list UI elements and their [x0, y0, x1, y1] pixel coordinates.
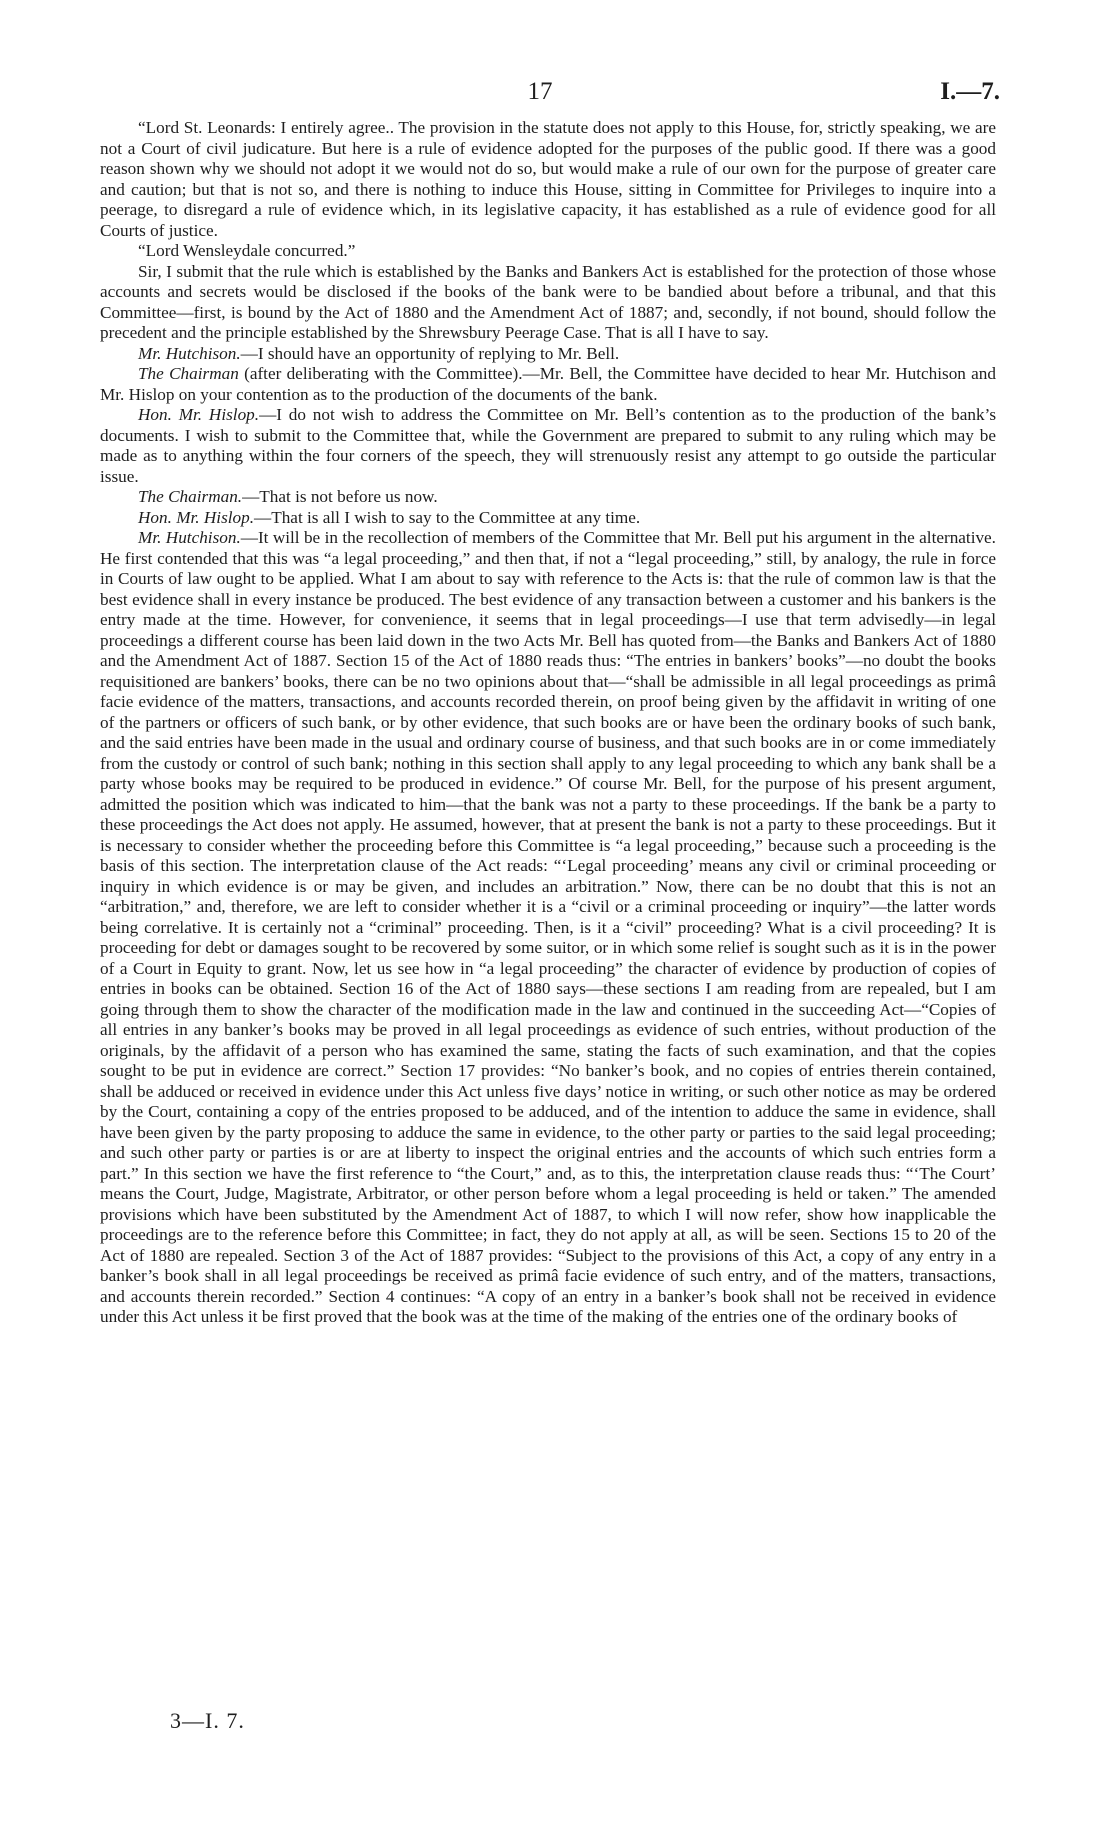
paragraph: The Chairman.—That is not before us now.: [138, 487, 438, 506]
document-reference: I.—7.: [940, 78, 1000, 105]
speaker-name: Hon. Mr. Hislop.: [138, 507, 255, 527]
paragraph: Hon. Mr. Hislop.—That is all I wish to say to the Committee at any time.: [138, 507, 641, 527]
paragraph: The Chairman (after deliberating with the Committee).—Mr. Bell, the Committee have decided to hear Mr. Hutchison and Mr. Hislop on your contention as to the production of the documents of the bank.: [100, 364, 996, 404]
footer-signature: 3—I. 7.: [170, 1708, 245, 1733]
paragraph: Hon. Mr. Hislop.—I do not wish to address the Committee on Mr. Bell’s contention as to the production of the bank’s documents. I wish to submit to the Committee that, while the Government are prepared to submit to any ruling which may be made as to anything within the four corners of the speech, they will strenuously resist any attempt to go outside the particular issue.: [100, 405, 997, 486]
body-text: [100, 118, 996, 1328]
speaker-name: Mr. Hutchison.: [138, 343, 241, 363]
paragraph: “Lord Wensleydale concurred.”: [138, 241, 356, 260]
paragraph: “Lord St. Leonards: I entirely agree.. The provision in the statute does not apply to this House, for, strictly speaking, we are not a Court of civil judicature. But here is a rule of evidence adopted for the purposes of the public good. If there was a good reason shown why we should not adopt it we would not do so, but would make a rule of our own for the purpose of greater care and caution; but that is not so, and there is nothing to induce this House, sitting in Committee for Privileges to inquire into a peerage, to disregard a rule of evidence which, in its legislative capacity, it has established as a rule of evidence good for all Courts of justice.: [100, 118, 996, 240]
speaker-name: Hon. Mr. Hislop.: [138, 405, 260, 424]
speaker-name: The Chairman.: [138, 487, 243, 506]
speaker-name: The Chairman: [138, 364, 239, 383]
paragraph: Mr. Hutchison.—It will be in the recollection of members of the Committee that Mr. Bell put his argument in the alternative. He first contended that this was “a legal proceeding,” and then that, if not a “legal proceeding,” still, by analogy, the rule in force in Courts of law ought to be applied. What I am about to say with reference to the Acts is: that the rule of common law is that the best evidence shall in every instance be produced. The best evidence of any transaction between a customer and his bankers is the entry made at the time. However, for convenience, it seems that in legal proceedings—I use that term advisedly—in legal proceedings a different course has been laid down in the two Acts Mr. Bell has quoted from—the Banks and Bankers Act of 1880 and the Amendment Act of 1887. Section 15 of the Act of 1880 reads thus: “The entries in bankers’ books”—no doubt the books requisitioned are bankers’ books, there can be no two opinions about that—“shall be admissible in all legal proceedings as primâ facie evidence of the matters, transactions, and accounts recorded therein, on proof being given by the affidavit in writing of one of the partners or officers of such bank, or by other evidence, that such books are or have been the ordinary books of such bank, and the said entries have been made in the usual and ordinary course of business, and that such books are in or come immediately from the custody or control of such bank; nothing in this section shall apply to any legal proceeding to which any bank shall be a party whose books may be required to be produced in evidence.” Of course Mr. Bell, for the purpose of his present argument, admitted the position which was indicated to him—that the bank was not a party to these proceedings. If the bank be a party to these proceedings the Act does not apply. He assumed, however, that at present the bank is not a party to these proceedings. But it is necessary to consider whether the proceeding before this Committee is “a legal proceeding,” because such a proceeding is the basis of this section. The interpretation clause of the Act reads: “‘Legal proceeding’ means any civil or criminal proceeding or inquiry in which evidence is or may be given, and includes an arbitration.” Now, there can be no doubt that this is not an “arbitration,” and, therefore, we are left to consider whether it is a “civil or a criminal proceeding or inquiry”—the latter words being correlative. It is certainly not a “criminal” proceeding. Then, is it a “civil” proceeding? What is a civil proceeding? It is proceeding for debt or damages sought to be recovered by some suitor, or in which some relief is sought such as it is in the power of a Court in Equity to grant. Now, let us see how in “a legal proceeding” the character of evidence by production of copies of entries in books can be obtained. Section 16 of the Act of 1880 says—these sections I am reading from are repealed, but I am going through them to show the character of the modification made in the law and continued in the succeeding Act—“Copies of all entries in any banker’s books may be proved in all legal proceedings as evidence of such entries, without production of the originals, by the affidavit of a person who has examined the same, stating the facts of such examination, and that the copies sought to be put in evidence are correct.” Section 17 provides: “No banker’s book, and no copies of entries therein contained, shall be adduced or received in evidence under this Act unless five days’ notice in writing, or such other notice as may be ordered by the Court, containing a copy of the entries proposed to be adduced, and of the intention to adduce the same in evidence, shall have been given by the party proposing to adduce the same in evidence, to the other party or parties to the said legal proceeding; and such other party or parties is or are at liberty to inspect the original entries and the accounts of which such entries form a part.” In this section we have the first reference to “the Court,” and, as to this, the interpretation clause reads thus: “‘The Court’ means the Court, Judge, Magistrate, Arbitrator, or other person before whom a legal proceeding is held or taken.” The amended provisions which have been substituted by the Amendment Act of 1887, to which I will now refer, show how inapplicable the proceedings are to the reference before this Committee; in fact, they do not apply at all, as will be seen. Sections 15 to 20 of the Act of 1880 are repealed. Section 3 of the Act of 1887 provides: “Subject to the provisions of this Act, a copy of any entry in a banker’s book shall in all legal proceedings be received as primâ facie evidence of such entry, and of the matters, transactions, and accounts therein recorded.” Section 4 continues: “A copy of an entry in a banker’s book shall not be received in evidence under this Act unless it be first proved that the book was at the time of the making of the entries one of the ordinary books of: [100, 528, 996, 1326]
paragraph: Sir, I submit that the rule which is established by the Banks and Bankers Act is established for the protection of those whose accounts and secrets would be disclosed if the books of the bank were to be bandied about before a tribunal, and that this Committee—first, is bound by the Act of 1880 and the Amendment Act of 1887; and, secondly, if not bound, should follow the precedent and the principle established by the Shrewsbury Peerage Case. That is all I have to say.: [100, 261, 996, 342]
paragraph: Mr. Hutchison.—I should have an opportunity of replying to Mr. Bell.: [138, 343, 620, 363]
page-number: 17: [527, 78, 553, 105]
speaker-name: Mr. Hutchison.: [138, 528, 241, 547]
